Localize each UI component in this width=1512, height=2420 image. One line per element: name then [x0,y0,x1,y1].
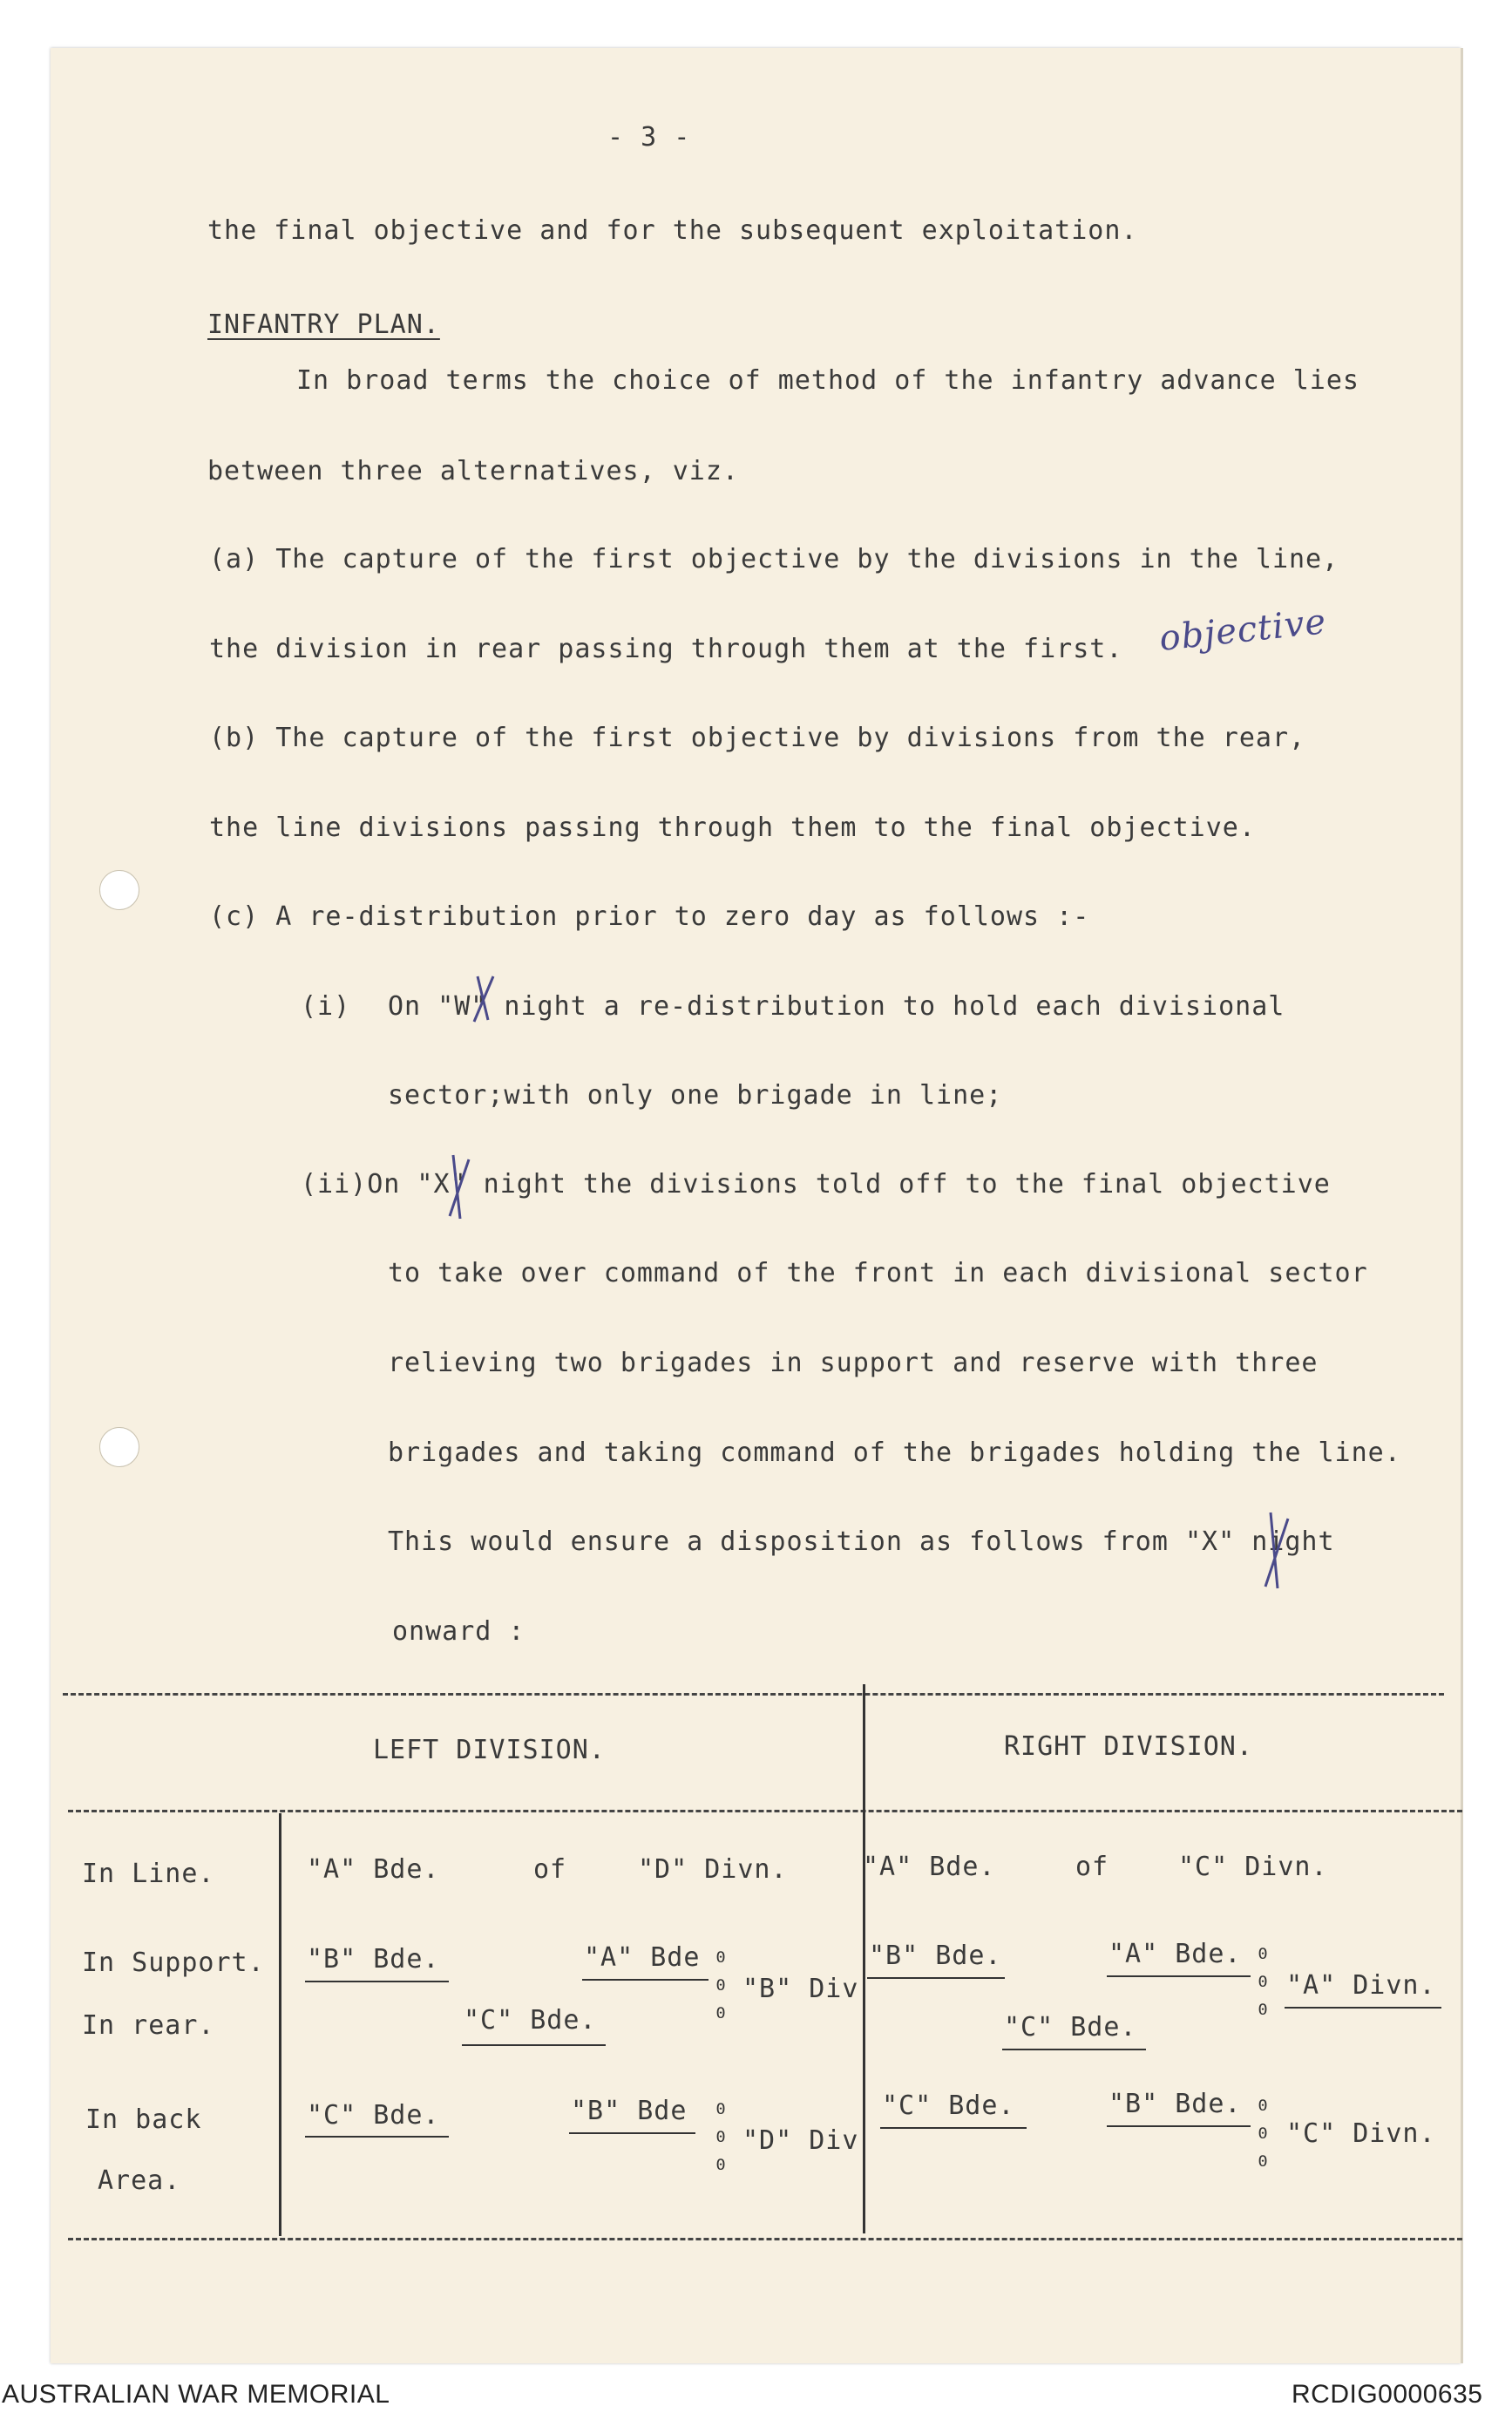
body-line: the final objective and for the subsequent exploitation. [207,215,1138,246]
left-line-division: "D" Divn. [638,1854,788,1885]
table-rule-mid [68,1810,1462,1812]
left-division-header: LEFT DIVISION. [373,1735,606,1765]
row-label-in-line: In Line. [82,1859,215,1889]
row-label-in-support: In Support. [82,1948,265,1978]
subitem-number: (i) [301,991,351,1022]
page-number: - 3 - [607,122,691,153]
left-line-of: of [533,1854,567,1885]
underline [1285,2007,1441,2009]
table-divider-left [279,1813,281,2236]
underline [305,1981,449,1982]
underline [1107,1975,1251,1977]
item-a-line: the division in rear passing through them at the first. [209,634,1123,664]
left-rear-c-bde: "C" Bde. [464,2005,597,2036]
left-support-a-bde: "A" Bde [584,1942,701,1973]
table-rule-bottom [68,2238,1462,2240]
underline [569,2132,695,2134]
right-support-a-bde: "A" Bde. [1109,1939,1242,1969]
right-rear-c-bde: "C" Bde. [1004,2012,1137,2043]
body-line: In broad terms the choice of method of the infantry advance lies [296,365,1359,396]
bracket: ₀ ₀ ₀ [713,2090,729,2177]
item-c-line: (c) A re-distribution prior to zero day as follows :- [209,901,1090,932]
punch-hole-top [99,870,139,910]
left-back-c-bde: "C" Bde. [307,2100,440,2131]
subitem-i-line: sector;with only one brigade in line; [388,1080,1003,1111]
subitem-ii-line: to take over command of the front in each divisional sector [388,1258,1368,1288]
item-a-line: (a) The capture of the first objective by the divisions in the line, [209,544,1339,574]
row-label-in-back: In back [85,2104,202,2135]
right-back-b-bde: "B" Bde. [1109,2089,1242,2119]
underline [305,2136,449,2138]
row-label-area: Area. [98,2165,181,2196]
page-edge [1461,48,1463,2363]
footer-identifier: RCDIG0000635 [1292,2380,1483,2409]
bracket: ₀ ₀ ₀ [1255,1935,1271,2022]
subitem-ii-line: relieving two brigades in support and reserve with three [388,1348,1319,1378]
subitem-ii-line: brigades and taking command of the brigades holding the line. [388,1438,1401,1468]
body-line: between three alternatives, viz. [207,456,739,486]
underline [1002,2049,1146,2050]
left-back-division: "D" Div [742,2125,859,2156]
underline [880,2127,1027,2129]
right-line-of: of [1075,1852,1109,1882]
subitem-i-line: On "W" night a re-distribution to hold each divisional [388,991,1285,1022]
table-divider-center [863,1684,865,2233]
underline [582,1979,709,1981]
subitem-ii-line: onward : [392,1616,525,1647]
punch-hole-bottom [99,1427,139,1467]
subitem-ii-line: This would ensure a disposition as follows from "X" night [388,1526,1335,1557]
section-heading: INFANTRY PLAN. [207,309,440,340]
bracket: ₀ ₀ ₀ [713,1939,729,2025]
underline [462,2044,606,2046]
underline [867,1977,1005,1979]
row-label-in-rear: In rear. [82,2010,215,2041]
left-line-brigade: "A" Bde. [307,1854,440,1885]
left-back-b-bde: "B" Bde [571,2096,688,2126]
right-line-division: "C" Divn. [1178,1852,1328,1882]
left-support-b-bde: "B" Bde. [307,1944,440,1975]
right-back-division: "C" Divn. [1286,2118,1436,2149]
subitem-ii-line: (ii)On "X" night the divisions told off to the final objective [301,1169,1331,1200]
right-division-header: RIGHT DIVISION. [1004,1731,1253,1762]
bracket: ₀ ₀ ₀ [1255,2087,1271,2173]
right-back-c-bde: "C" Bde. [882,2090,1015,2121]
item-b-line: (b) The capture of the first objective by divisions from the rear, [209,723,1306,753]
underline [1107,2125,1251,2127]
right-line-brigade: "A" Bde. [863,1852,996,1882]
right-support-division: "A" Divn. [1286,1970,1436,2001]
item-b-line: the line divisions passing through them to the final objective. [209,812,1256,843]
right-support-b-bde: "B" Bde. [869,1941,1002,1971]
left-support-division: "B" Div [742,1974,859,2004]
footer-institution: AUSTRALIAN WAR MEMORIAL [2,2380,390,2409]
table-rule-top [63,1693,1444,1696]
handwritten-annotation: objective [1157,602,1329,659]
